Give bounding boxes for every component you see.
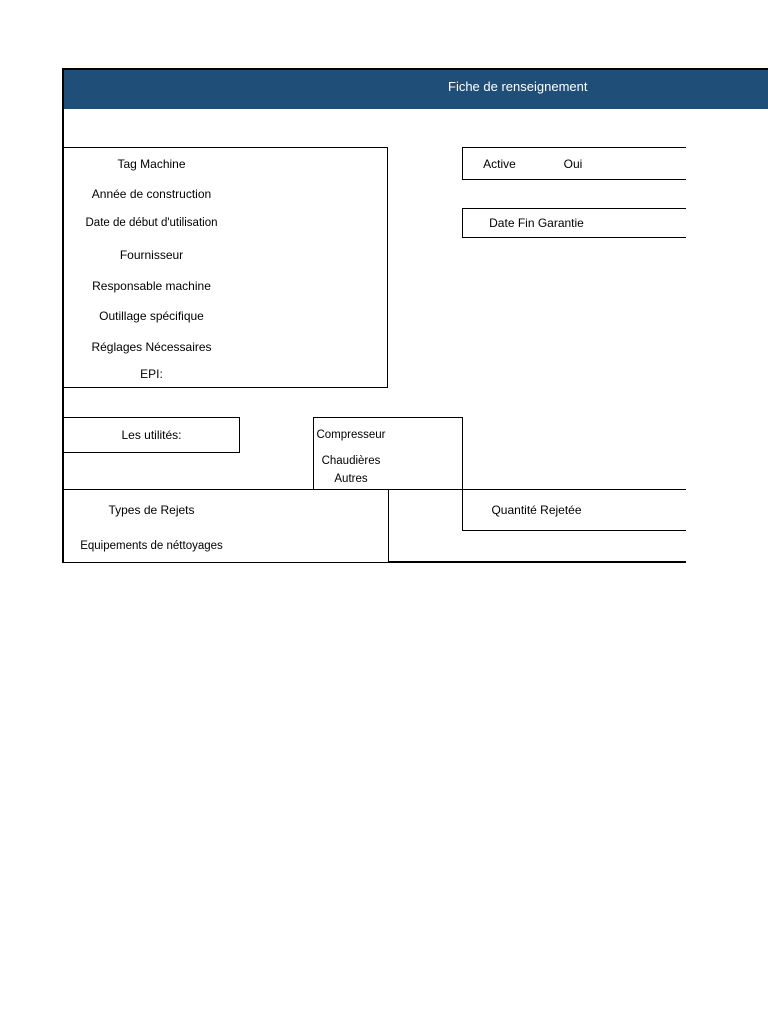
fournisseur-field[interactable] bbox=[239, 237, 388, 273]
quantite-rejetee-label: Quantité Rejetée bbox=[462, 490, 611, 531]
equipements-nettoyage-label: Equipements de néttoyages bbox=[63, 529, 240, 562]
date-fin-garantie-field[interactable] bbox=[610, 208, 686, 238]
utilites-label: Les utilités: bbox=[63, 417, 240, 453]
outillage-label: Outillage spécifique bbox=[63, 299, 240, 334]
responsable-field[interactable] bbox=[239, 272, 388, 300]
epi-label: EPI: bbox=[63, 360, 240, 388]
tag-machine-field[interactable] bbox=[239, 147, 388, 181]
quantite-rejetee-field[interactable] bbox=[610, 490, 686, 531]
types-rejets-label: Types de Rejets bbox=[63, 490, 240, 530]
epi-field[interactable] bbox=[239, 360, 388, 388]
compresseur-label: Compresseur bbox=[313, 417, 389, 453]
date-fin-garantie-label: Date Fin Garantie bbox=[462, 208, 611, 238]
header-bar bbox=[62, 68, 768, 109]
equipements-nettoyage-field[interactable] bbox=[239, 529, 389, 562]
reglages-label: Réglages Nécessaires bbox=[63, 333, 240, 361]
autres-label: Autres bbox=[313, 469, 389, 490]
oui-label: Oui bbox=[536, 147, 611, 180]
tag-machine-label: Tag Machine bbox=[63, 147, 240, 181]
fournisseur-label: Fournisseur bbox=[63, 237, 240, 273]
responsable-label: Responsable machine bbox=[63, 272, 240, 300]
reglages-field[interactable] bbox=[239, 333, 388, 361]
compresseur-field[interactable] bbox=[388, 417, 463, 453]
types-rejets-field[interactable] bbox=[239, 490, 389, 530]
annee-construction-label: Année de construction bbox=[63, 180, 240, 209]
chaudieres-label: Chaudières bbox=[313, 452, 389, 470]
page-title: Fiche de renseignement bbox=[448, 79, 588, 94]
date-debut-label: Date de début d'utilisation bbox=[63, 208, 240, 238]
outillage-field[interactable] bbox=[239, 299, 388, 334]
autres-field[interactable] bbox=[388, 469, 463, 490]
annee-construction-field[interactable] bbox=[239, 180, 388, 209]
date-debut-field[interactable] bbox=[239, 208, 388, 238]
oui-checkbox-field[interactable] bbox=[610, 147, 686, 180]
chaudieres-field[interactable] bbox=[388, 452, 463, 470]
active-label: Active bbox=[462, 147, 537, 180]
